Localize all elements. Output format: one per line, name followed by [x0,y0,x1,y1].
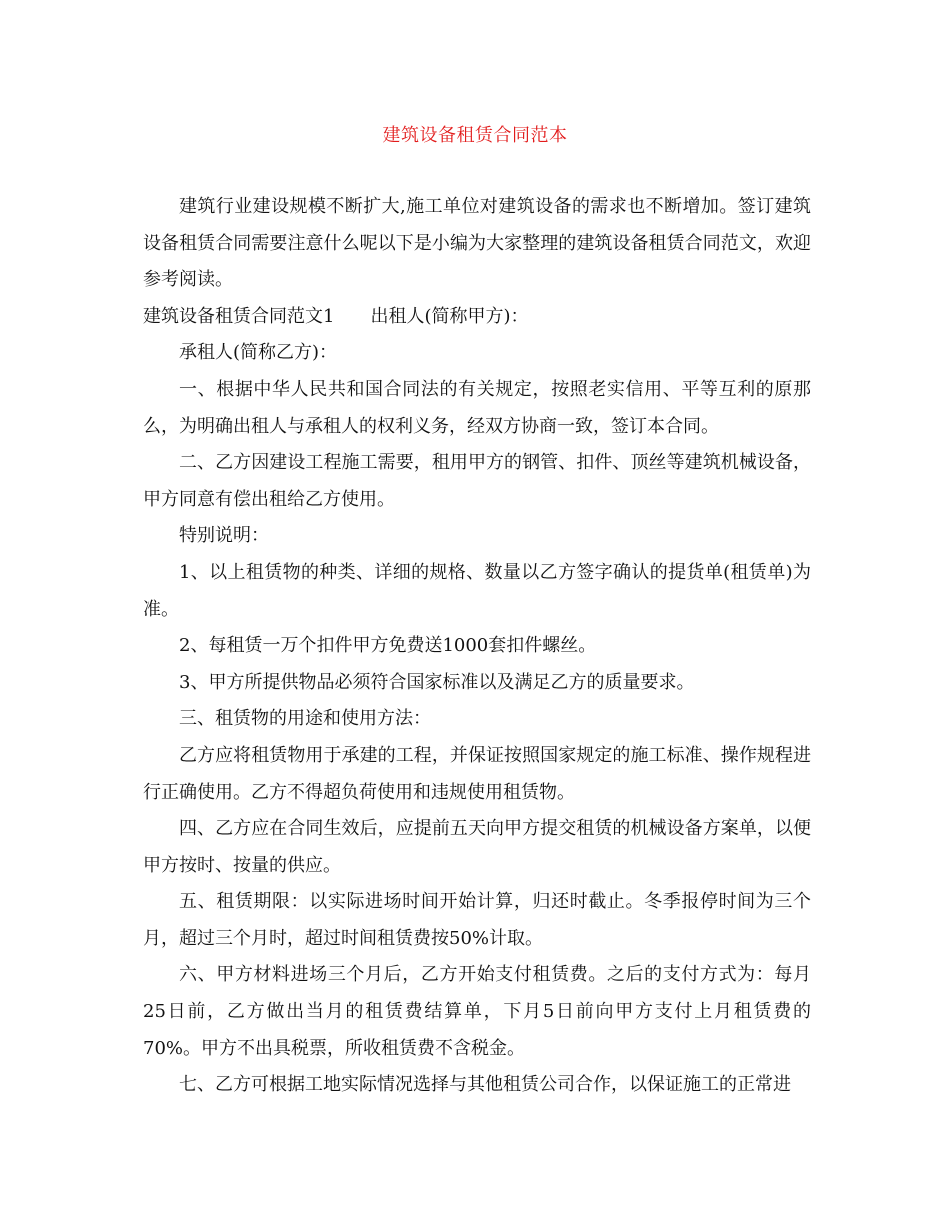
sample-heading: 建筑设备租赁合同范文1 [143,305,335,327]
clause-paragraph: 1、以上租赁物的种类、详细的规格、数量以乙方签字确认的提货单(租赁单)为准。 [143,561,811,620]
clause-paragraph: 三、租赁物的用途和使用方法： [179,708,431,730]
clause-paragraph: 六、甲方材料进场三个月后，乙方开始支付租赁费。之后的支付方式为：每月25日前，乙方做出当月的租赁费结算单，下月5日前向甲方支付上月租赁费的70%。甲方不出具税票，所收租赁费不含税金。 [143,964,811,1059]
clause-paragraph: 乙方应将租赁物用于承建的工程，并保证按照国家规定的施工标准、操作规程进行正确使用。乙方不得超负荷使用和违规使用租赁物。 [143,744,811,803]
clause-paragraph: 五、租赁期限：以实际进场时间开始计算，归还时截止。冬季报停时间为三个月，超过三个月时，超过时间租赁费按50%计取。 [143,891,811,949]
clause-paragraph: 一、根据中华人民共和国合同法的有关规定，按照老实信用、平等互利的原那么，为明确出租人与承租人的权利义务，经双方协商一致，签订本合同。 [143,378,811,437]
clause-paragraph: 七、乙方可根据工地实际情况选择与其他租赁公司合作，以保证施工的正常进 [179,1074,791,1096]
clause-paragraph: 2、每租赁一万个扣件甲方免费送1000套扣件螺丝。 [179,635,597,657]
intro-paragraph: 建筑行业建设规模不断扩大,施工单位对建筑设备的需求也不断增加。签订建筑设备租赁合同需要注意什么呢以下是小编为大家整理的建筑设备租赁合同范文，欢迎参考阅读。 [143,196,811,291]
clause-paragraph: 四、乙方应在合同生效后，应提前五天向甲方提交租赁的机械设备方案单，以便甲方按时、按量的供应。 [143,818,811,876]
clause-paragraph: 特别说明： [179,525,269,547]
document-body [143,189,811,1104]
document-title: 建筑设备租赁合同范本 [382,125,568,146]
clause-paragraph: 二、乙方因建设工程施工需要，租用甲方的钢管、扣件、顶丝等建筑机械设备，甲方同意有偿出租给乙方使用。 [143,452,811,510]
lessor-label: 出租人(简称甲方)： [370,305,529,327]
sample-heading-line [143,299,811,336]
clause-paragraph: 3、甲方所提供物品必须符合国家标准以及满足乙方的质量要求。 [179,671,695,693]
lessee-label: 承租人(简称乙方)： [179,342,338,364]
